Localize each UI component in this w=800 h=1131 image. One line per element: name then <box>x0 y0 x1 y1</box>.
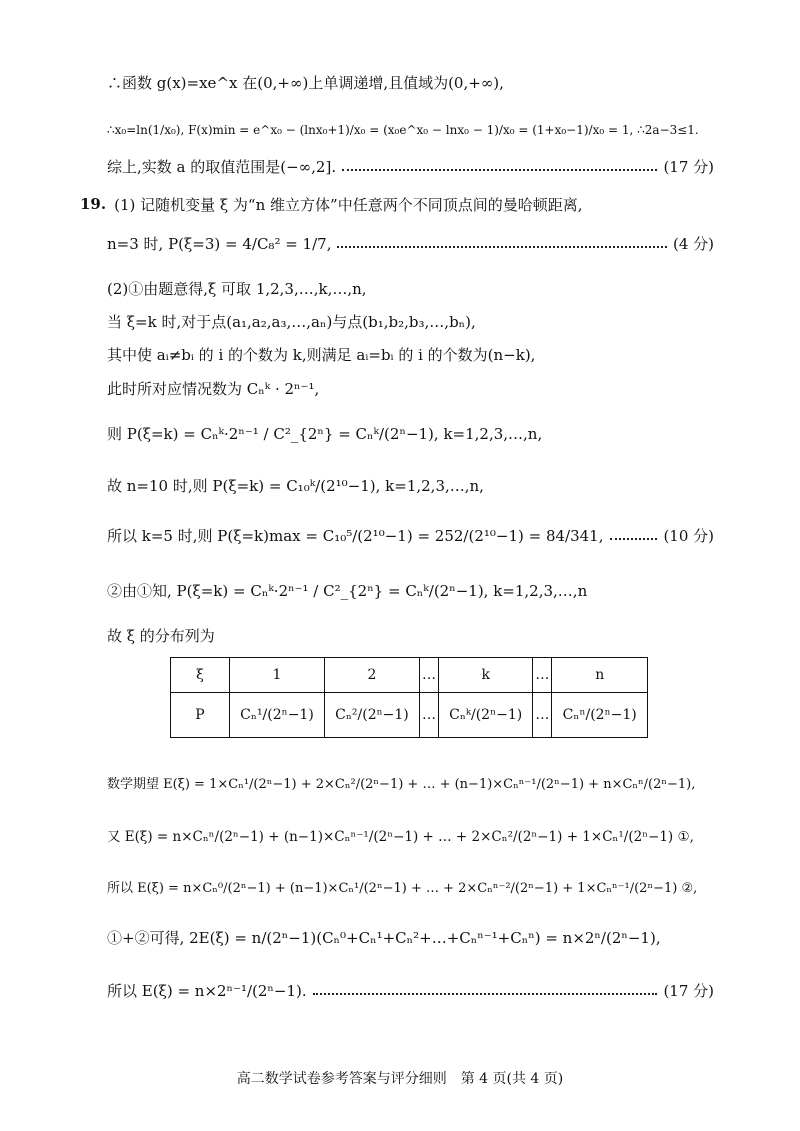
solution-line <box>107 762 714 802</box>
solution-text: 故 ξ 的分布列为 <box>107 626 215 645</box>
solution-line <box>107 570 714 610</box>
solution-text: 综上,实数 a 的取值范围是(−∞,2]. <box>107 157 337 176</box>
solution-line <box>107 368 714 408</box>
table-row <box>171 693 648 738</box>
table-cell: n <box>552 658 648 693</box>
solution-text: n=3 时, P(ξ=3) = 4/C₈² = 1/7, <box>107 234 332 253</box>
solution-text: (1) 记随机变量 ξ 为“n 维立方体”中任意两个不同顶点间的曼哈顿距离, <box>114 195 583 214</box>
table-cell: … <box>533 693 552 738</box>
table-cell: Cₙᵏ/(2ⁿ−1) <box>439 693 533 738</box>
table-cell: P <box>171 693 230 738</box>
distribution-table <box>170 657 648 738</box>
score-label: (4 分) <box>672 234 714 253</box>
table-cell: Cₙ¹/(2ⁿ−1) <box>230 693 325 738</box>
solution-line <box>107 615 714 655</box>
score-label: (17 分) <box>663 157 714 176</box>
table-header-row <box>171 658 648 693</box>
score-line <box>107 515 714 555</box>
score-line <box>107 223 714 263</box>
solution-text: 所以 k=5 时,则 P(ξ=k)max = C₁₀⁵/(2¹⁰−1) = 252/(2¹⁰−1) = 84/341, <box>107 526 604 545</box>
solution-text: ①+②可得, 2E(ξ) = n/(2ⁿ−1)(Cₙ⁰+Cₙ¹+Cₙ²+…+Cₙⁿ⁻¹+Cₙⁿ) = n×2ⁿ/(2ⁿ−1), <box>107 928 661 947</box>
leader-dots <box>610 538 658 540</box>
solution-line <box>107 917 714 957</box>
table-cell: k <box>439 658 533 693</box>
solution-text: ②由①知, P(ξ=k) = Cₙᵏ·2ⁿ⁻¹ / C²_{2ⁿ} = Cₙᵏ/(2ⁿ−1), k=1,2,3,…,n <box>107 581 588 600</box>
solution-line <box>107 815 714 855</box>
solution-text: 所以 E(ξ) = n×Cₙ⁰/(2ⁿ−1) + (n−1)×Cₙ¹/(2ⁿ−1) + … + 2×Cₙⁿ⁻²/(2ⁿ−1) + 1×Cₙⁿ⁻¹/(2ⁿ−1) ②, <box>107 880 698 896</box>
solution-text: ∴函数 g(x)=xe^x 在(0,+∞)上单调递增,且值域为(0,+∞), <box>107 73 504 92</box>
solution-line <box>107 110 714 150</box>
solution-text: 则 P(ξ=k) = Cₙᵏ·2ⁿ⁻¹ / C²_{2ⁿ} = Cₙᵏ/(2ⁿ−1), k=1,2,3,…,n, <box>107 424 543 443</box>
table-cell: Cₙ²/(2ⁿ−1) <box>324 693 419 738</box>
leader-dots <box>313 993 658 995</box>
solution-text: (2)①由题意得,ξ 可取 1,2,3,…,k,…,n, <box>107 279 367 298</box>
solution-text: 所以 E(ξ) = n×2ⁿ⁻¹/(2ⁿ−1). <box>107 981 307 1000</box>
table-cell: … <box>419 658 438 693</box>
solution-text: 又 E(ξ) = n×Cₙⁿ/(2ⁿ−1) + (n−1)×Cₙⁿ⁻¹/(2ⁿ−1) + … + 2×Cₙ²/(2ⁿ−1) + 1×Cₙ¹/(2ⁿ−1) ①, <box>107 829 694 845</box>
question-number: 19. <box>80 195 107 213</box>
table-cell: … <box>419 693 438 738</box>
solution-text: 此时所对应情况数为 Cₙᵏ · 2ⁿ⁻¹, <box>107 379 320 398</box>
solution-text: 数学期望 E(ξ) = 1×Cₙ¹/(2ⁿ−1) + 2×Cₙ²/(2ⁿ−1) + … + (n−1)×Cₙⁿ⁻¹/(2ⁿ−1) + n×Cₙⁿ/(2ⁿ−1), <box>107 776 696 792</box>
table-cell: … <box>533 658 552 693</box>
page-footer: 高二数学试卷参考答案与评分细则 第 4 页(共 4 页) <box>236 1071 564 1087</box>
solution-line <box>107 413 714 453</box>
table-cell: Cₙⁿ/(2ⁿ−1) <box>552 693 648 738</box>
solution-text: ∴x₀=ln(1/x₀), F(x)min = e^x₀ − (lnx₀+1)/x₀ = (x₀e^x₀ − lnx₀ − 1)/x₀ = (1+x₀−1)/x₀ = 1, ∴2a−3≤1. <box>107 123 699 137</box>
table-cell: ξ <box>171 658 230 693</box>
leader-dots <box>342 169 657 171</box>
score-label: (17 分) <box>663 981 714 1000</box>
leader-dots <box>337 246 667 248</box>
question-line <box>80 184 714 224</box>
solution-line <box>107 62 714 102</box>
solution-text: 故 n=10 时,则 P(ξ=k) = C₁₀ᵏ/(2¹⁰−1), k=1,2,3,…,n, <box>107 476 484 495</box>
score-line <box>107 970 714 1010</box>
solution-text: 其中使 aᵢ≠bᵢ 的 i 的个数为 k,则满足 aᵢ=bᵢ 的 i 的个数为(n−k), <box>107 345 536 364</box>
solution-line <box>107 866 714 906</box>
score-label: (10 分) <box>663 526 714 545</box>
table-cell: 1 <box>230 658 325 693</box>
table-cell: 2 <box>324 658 419 693</box>
solution-line <box>107 465 714 505</box>
solution-text: 当 ξ=k 时,对于点(a₁,a₂,a₃,…,aₙ)与点(b₁,b₂,b₃,…,bₙ), <box>107 312 476 331</box>
score-line <box>107 146 714 186</box>
